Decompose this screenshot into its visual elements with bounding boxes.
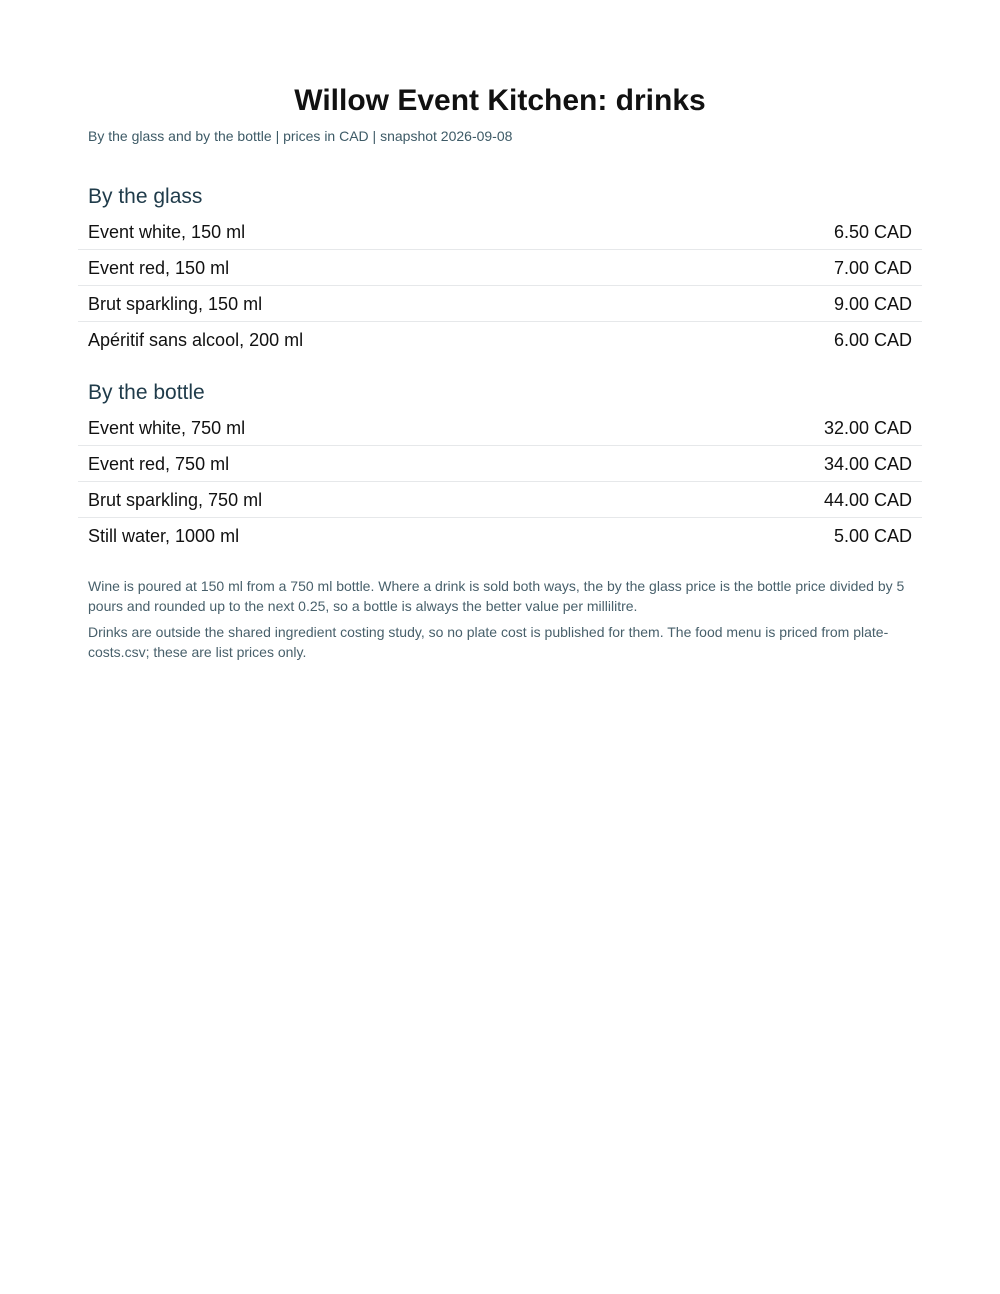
menu-item-row: [78, 286, 922, 322]
menu-item-row: [78, 446, 922, 482]
page-title: Willow Event Kitchen: drinks: [294, 84, 706, 117]
footnotes: [88, 576, 914, 668]
menu-item-row: [78, 214, 922, 250]
item-name: Brut sparkling, 750 ml: [88, 489, 263, 510]
item-price: 6.00 CAD: [833, 329, 912, 350]
menu-item-row: [78, 518, 922, 553]
menu-item-row: [78, 250, 922, 286]
price-list: [78, 410, 922, 553]
menu-item-row: [78, 322, 922, 357]
item-name: Event white, 150 ml: [88, 221, 246, 242]
item-price: 44.00 CAD: [823, 489, 912, 510]
item-price: 7.00 CAD: [833, 257, 912, 278]
page-subtitle: By the glass and by the bottle | prices in CAD | snapshot 2026-09-08: [88, 128, 513, 144]
item-price: 5.00 CAD: [833, 525, 912, 546]
section-heading: By the glass: [88, 185, 203, 208]
section-by-the-glass: [78, 182, 922, 357]
item-price: 34.00 CAD: [823, 453, 912, 474]
item-price: 6.50 CAD: [833, 221, 912, 242]
item-name: Apéritif sans alcool, 200 ml: [88, 329, 304, 350]
item-name: Still water, 1000 ml: [88, 525, 240, 546]
item-name: Event white, 750 ml: [88, 417, 246, 438]
section-heading: By the bottle: [88, 381, 205, 404]
menu-item-row: [78, 410, 922, 446]
item-name: Event red, 750 ml: [88, 453, 230, 474]
price-list: [78, 214, 922, 357]
item-name: Brut sparkling, 150 ml: [88, 293, 263, 314]
item-price: 9.00 CAD: [833, 293, 912, 314]
section-by-the-bottle: [78, 378, 922, 553]
item-price: 32.00 CAD: [823, 417, 912, 438]
pricing-note: Wine is poured at 150 ml from a 750 ml bottle. Where a drink is sold both ways, the by the glass price is the bottle price divided by 5 pours and rounded up to the next 0.25, so a bottle is always the better value per millilitre.: [88, 578, 905, 614]
menu-item-row: [78, 482, 922, 518]
costing-note: Drinks are outside the shared ingredient costing study, so no plate cost is published for them. The food menu is priced from plate-costs.csv; these are list prices only.: [88, 624, 889, 660]
item-name: Event red, 150 ml: [88, 257, 230, 278]
